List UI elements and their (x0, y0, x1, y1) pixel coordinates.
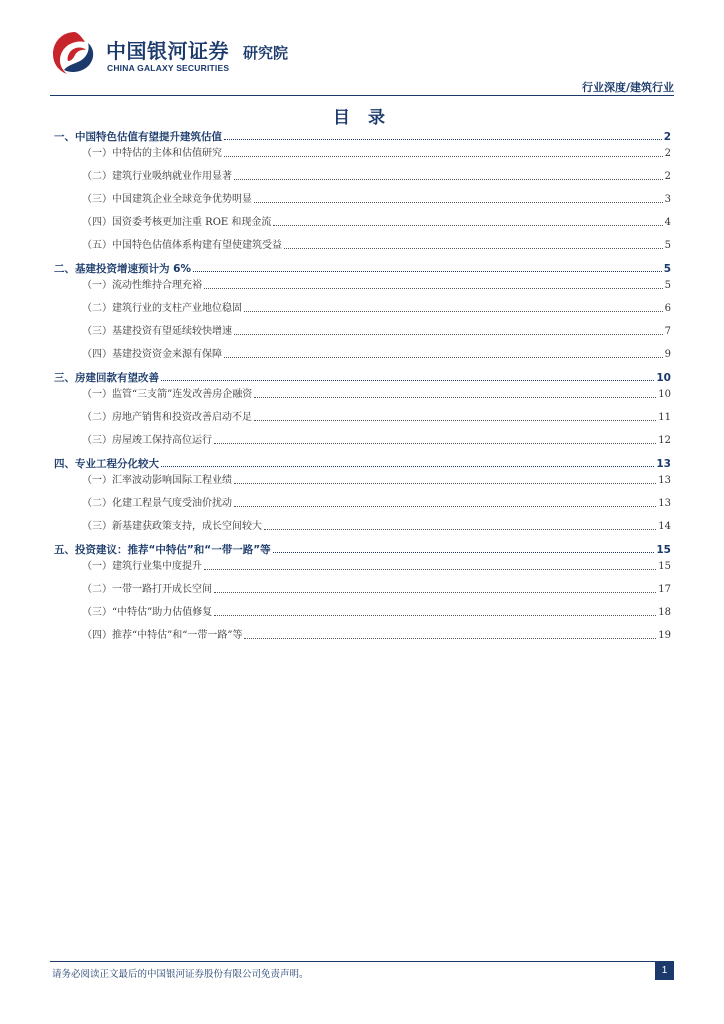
report-category-tag: 行业深度/建筑行业 (581, 81, 674, 94)
toc-entry[interactable] (54, 322, 671, 338)
toc-dot-leader (224, 357, 663, 358)
toc-entry-page: 9 (664, 349, 671, 360)
toc-dot-leader (234, 483, 656, 484)
footer-divider (50, 961, 674, 962)
toc-dot-leader (204, 569, 656, 570)
logo-cn-text: 中国银河证券 (106, 39, 229, 63)
toc-entry-label: （三）“中特估”助力估值修复 (82, 607, 213, 618)
toc-entry-page: 15 (658, 561, 671, 572)
toc-entry[interactable] (54, 259, 671, 275)
toc-dot-leader (214, 443, 656, 444)
toc-dot-leader (273, 552, 655, 553)
toc-entry[interactable] (54, 368, 671, 384)
toc-dot-leader (254, 397, 656, 398)
toc-entry-label: （一）汇率波动影响国际工程业绩 (82, 475, 232, 486)
toc-entry-label: （二）建筑行业吸纳就业作用显著 (82, 171, 232, 182)
toc-entry-label: 四、专业工程分化较大 (54, 458, 159, 470)
toc-entry-label: 一、中国特色估值有望提升建筑估值 (54, 131, 222, 143)
toc-entry-label: （五）中国特色估值体系构建有望使建筑受益 (82, 240, 282, 251)
toc-entry-page: 10 (656, 372, 671, 384)
toc-entry-page: 2 (663, 131, 671, 143)
toc-entry-page: 15 (656, 544, 671, 556)
toc-dot-leader (254, 202, 663, 203)
toc-entry-page: 13 (658, 475, 671, 486)
toc-entry-page: 5 (664, 240, 671, 251)
toc-entry[interactable] (54, 454, 671, 470)
toc-entry[interactable] (54, 471, 671, 487)
toc-entry-label: （一）中特估的主体和估值研究 (82, 148, 222, 159)
logo-cn-suffix: 研究院 (243, 44, 289, 62)
toc-entry-page: 12 (658, 435, 671, 446)
toc-entry[interactable] (54, 276, 671, 292)
toc-entry[interactable] (54, 626, 671, 642)
galaxy-logo-icon (50, 30, 100, 76)
toc-entry-label: 五、投资建议：推荐“中特估”和“一带一路”等 (54, 544, 271, 556)
toc-entry-page: 7 (664, 326, 671, 337)
toc-entry[interactable] (54, 236, 671, 252)
toc-entry-label: （三）基建投资有望延续较快增速 (82, 326, 232, 337)
toc-entry[interactable] (54, 385, 671, 401)
toc-entry[interactable] (54, 190, 671, 206)
toc-entry-page: 2 (664, 171, 671, 182)
toc-entry-label: （一）建筑行业集中度提升 (82, 561, 202, 572)
toc-dot-leader (284, 248, 663, 249)
toc-dot-leader (273, 225, 662, 226)
header-divider (50, 95, 674, 96)
company-logo (50, 30, 300, 76)
toc-dot-leader (244, 638, 656, 639)
toc-entry-page: 17 (658, 584, 671, 595)
toc-dot-leader (193, 271, 662, 272)
toc-entry-label: （四）推荐“中特估”和“一带一路”等 (82, 630, 243, 641)
toc-entry-page: 3 (664, 194, 671, 205)
toc-entry[interactable] (54, 213, 671, 229)
toc-title: 目 录 (333, 108, 391, 128)
toc-entry-label: （四）国资委考核更加注重 ROE 和现金流 (82, 217, 272, 228)
toc-dot-leader (234, 334, 663, 335)
toc-entry-label: （一）监管“三支箭”连发改善房企融资 (82, 389, 253, 400)
toc-entry-page: 5 (663, 263, 671, 275)
toc-entry-label: （三）房屋竣工保持高位运行 (82, 435, 212, 446)
toc-entry-page: 6 (664, 303, 671, 314)
toc-entry-label: （二）建筑行业的支柱产业地位稳固 (82, 303, 242, 314)
toc-dot-leader (214, 615, 656, 616)
toc-entry-page: 19 (658, 630, 671, 641)
toc-entry[interactable] (54, 345, 671, 361)
toc-entry[interactable] (54, 494, 671, 510)
toc-dot-leader (234, 506, 656, 507)
toc-entry-label: 三、房建回款有望改善 (54, 372, 159, 384)
toc-dot-leader (224, 139, 662, 140)
toc-dot-leader (161, 466, 654, 467)
toc-entry-label: 二、基建投资增速预计为 6% (54, 263, 191, 275)
toc-dot-leader (244, 311, 663, 312)
toc-dot-leader (234, 179, 663, 180)
toc-entry-page: 18 (658, 607, 671, 618)
toc-dot-leader (161, 380, 654, 381)
toc-entry-page: 2 (664, 148, 671, 159)
toc-entry[interactable] (54, 144, 671, 160)
logo-en-text: CHINA GALAXY SECURITIES (107, 63, 230, 73)
toc-dot-leader (204, 288, 663, 289)
toc-entry-label: （一）流动性维持合理充裕 (82, 280, 202, 291)
toc-entry-page: 11 (658, 412, 671, 423)
toc-entry[interactable] (54, 167, 671, 183)
toc-entry-page: 14 (658, 521, 671, 532)
toc-dot-leader (214, 592, 656, 593)
toc-dot-leader (254, 420, 656, 421)
toc-entry[interactable] (54, 431, 671, 447)
toc-entry-label: （二）化建工程景气度受油价扰动 (82, 498, 232, 509)
toc-entry-page: 4 (664, 217, 671, 228)
toc-entry-page: 10 (658, 389, 671, 400)
toc-dot-leader (264, 529, 656, 530)
toc-entry-label: （二）一带一路打开成长空间 (82, 584, 212, 595)
toc-dot-leader (224, 156, 663, 157)
toc-entry-page: 13 (656, 458, 671, 470)
toc-entry-page: 13 (658, 498, 671, 509)
toc-entry[interactable] (54, 299, 671, 315)
toc-entry-label: （二）房地产销售和投资改善启动不足 (82, 412, 252, 423)
toc-entry[interactable] (54, 580, 671, 596)
toc-entry-label: （四）基建投资资金来源有保障 (82, 349, 222, 360)
toc-entry[interactable] (54, 603, 671, 619)
footer-disclaimer: 请务必阅读正文最后的中国银河证券股份有限公司免责声明。 (52, 969, 309, 980)
toc-entry[interactable] (54, 557, 671, 573)
toc-entry[interactable] (54, 408, 671, 424)
toc-entry[interactable] (54, 540, 671, 556)
toc-entry-label: （三）中国建筑企业全球竞争优势明显 (82, 194, 252, 205)
toc-entry-page: 5 (664, 280, 671, 291)
toc-entry[interactable] (54, 517, 671, 533)
page-number: 1 (655, 962, 674, 980)
toc-entry-label: （三）新基建获政策支持，成长空间较大 (82, 521, 262, 532)
toc-entry[interactable] (54, 127, 671, 143)
